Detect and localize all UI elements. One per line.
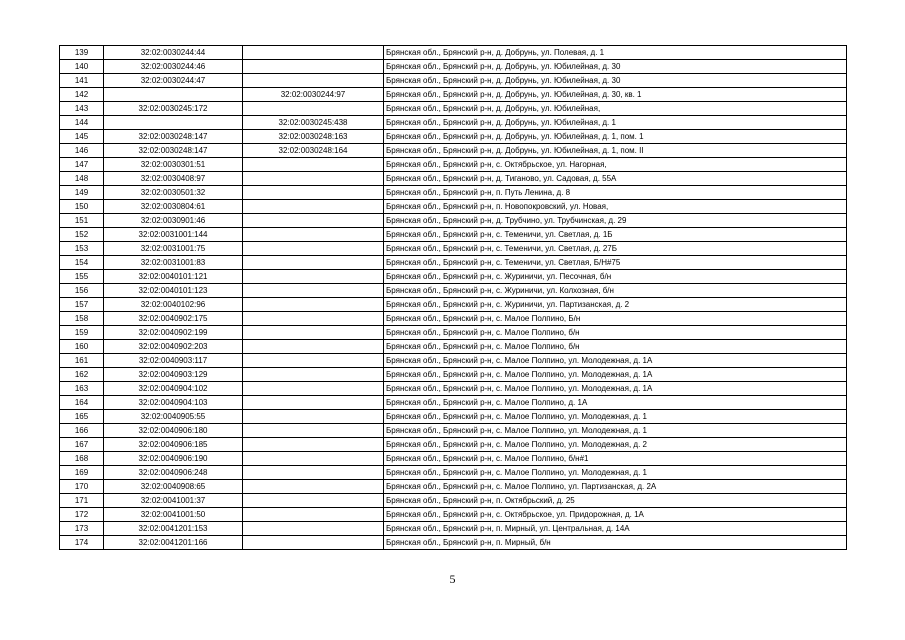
cadastral-number-cell: 32:02:0030804:61 (104, 200, 243, 214)
address-cell: Брянская обл., Брянский р-н, п. Октябрьский, д. 25 (384, 494, 847, 508)
row-number-cell: 144 (60, 116, 104, 130)
object-cadastral-number-cell (243, 522, 384, 536)
cadastral-number-cell: 32:02:0030248:147 (104, 144, 243, 158)
object-cadastral-number-cell (243, 200, 384, 214)
address-cell: Брянская обл., Брянский р-н, п. Мирный, б/н (384, 536, 847, 550)
address-cell: Брянская обл., Брянский р-н, с. Малое Полпино, ул. Молодежная, д. 1 (384, 424, 847, 438)
address-cell: Брянская обл., Брянский р-н, с. Октябрьское, ул. Нагорная, (384, 158, 847, 172)
cadastral-number-cell: 32:02:0030244:46 (104, 60, 243, 74)
address-cell: Брянская обл., Брянский р-н, с. Малое Полпино, д. 1А (384, 396, 847, 410)
object-cadastral-number-cell (243, 508, 384, 522)
table-row (60, 368, 847, 382)
row-number-cell: 140 (60, 60, 104, 74)
table-row (60, 242, 847, 256)
address-cell: Брянская обл., Брянский р-н, д. Трубчино, ул. Трубчинская, д. 29 (384, 214, 847, 228)
table-row (60, 480, 847, 494)
table-row (60, 382, 847, 396)
cadastral-number-cell: 32:02:0041001:37 (104, 494, 243, 508)
table-row (60, 424, 847, 438)
table-row (60, 396, 847, 410)
row-number-cell: 162 (60, 368, 104, 382)
object-cadastral-number-cell (243, 494, 384, 508)
object-cadastral-number-cell (243, 256, 384, 270)
object-cadastral-number-cell (243, 410, 384, 424)
cadastral-number-cell: 32:02:0040906:185 (104, 438, 243, 452)
object-cadastral-number-cell (243, 214, 384, 228)
address-cell: Брянская обл., Брянский р-н, д. Добрунь, ул. Юбилейная, д. 1, пом. 1 (384, 130, 847, 144)
row-number-cell: 173 (60, 522, 104, 536)
cadastral-number-cell: 32:02:0041201:153 (104, 522, 243, 536)
object-cadastral-number-cell (243, 242, 384, 256)
object-cadastral-number-cell (243, 340, 384, 354)
address-cell: Брянская обл., Брянский р-н, д. Добрунь, ул. Юбилейная, д. 1, пом. II (384, 144, 847, 158)
object-cadastral-number-cell (243, 480, 384, 494)
cadastral-number-cell (104, 88, 243, 102)
cadastral-number-cell: 32:02:0040903:117 (104, 354, 243, 368)
row-number-cell: 156 (60, 284, 104, 298)
cadastral-number-cell: 32:02:0040902:203 (104, 340, 243, 354)
table-body (60, 46, 847, 550)
cadastral-number-cell: 32:02:0031001:144 (104, 228, 243, 242)
address-cell: Брянская обл., Брянский р-н, п. Мирный, ул. Центральная, д. 14А (384, 522, 847, 536)
table-row (60, 312, 847, 326)
property-table (59, 45, 847, 550)
row-number-cell: 151 (60, 214, 104, 228)
cadastral-number-cell: 32:02:0040101:121 (104, 270, 243, 284)
object-cadastral-number-cell (243, 186, 384, 200)
table-row (60, 228, 847, 242)
object-cadastral-number-cell (243, 284, 384, 298)
address-cell: Брянская обл., Брянский р-н, с. Теменичи, ул. Светлая, Б/Н#75 (384, 256, 847, 270)
table-row (60, 508, 847, 522)
cadastral-number-cell: 32:02:0040904:102 (104, 382, 243, 396)
cadastral-number-cell: 32:02:0031001:75 (104, 242, 243, 256)
object-cadastral-number-cell (243, 228, 384, 242)
row-number-cell: 172 (60, 508, 104, 522)
table-row (60, 186, 847, 200)
row-number-cell: 160 (60, 340, 104, 354)
cadastral-number-cell: 32:02:0040902:175 (104, 312, 243, 326)
cadastral-number-cell: 32:02:0040101:123 (104, 284, 243, 298)
row-number-cell: 153 (60, 242, 104, 256)
address-cell: Брянская обл., Брянский р-н, д. Добрунь, ул. Юбилейная, д. 30 (384, 74, 847, 88)
cadastral-number-cell: 32:02:0030248:147 (104, 130, 243, 144)
address-cell: Брянская обл., Брянский р-н, с. Малое Полпино, ул. Молодежная, д. 2 (384, 438, 847, 452)
table-row (60, 46, 847, 60)
address-cell: Брянская обл., Брянский р-н, с. Малое Полпино, ул. Партизанская, д. 2А (384, 480, 847, 494)
address-cell: Брянская обл., Брянский р-н, с. Малое Полпино, б/н#1 (384, 452, 847, 466)
row-number-cell: 147 (60, 158, 104, 172)
row-number-cell: 163 (60, 382, 104, 396)
row-number-cell: 150 (60, 200, 104, 214)
cadastral-number-cell: 32:02:0040102:96 (104, 298, 243, 312)
table-row (60, 270, 847, 284)
table-row (60, 522, 847, 536)
row-number-cell: 167 (60, 438, 104, 452)
cadastral-number-cell: 32:02:0030408:97 (104, 172, 243, 186)
cadastral-number-cell: 32:02:0040906:248 (104, 466, 243, 480)
row-number-cell: 165 (60, 410, 104, 424)
address-cell: Брянская обл., Брянский р-н, с. Малое Полпино, ул. Молодежная, д. 1 (384, 410, 847, 424)
table-row (60, 410, 847, 424)
table-row (60, 298, 847, 312)
row-number-cell: 149 (60, 186, 104, 200)
object-cadastral-number-cell: 32:02:0030248:163 (243, 130, 384, 144)
object-cadastral-number-cell (243, 536, 384, 550)
table-row (60, 200, 847, 214)
object-cadastral-number-cell (243, 172, 384, 186)
address-cell: Брянская обл., Брянский р-н, с. Журиничи, ул. Колхозная, б/н (384, 284, 847, 298)
table-row (60, 438, 847, 452)
table-row (60, 88, 847, 102)
table-row (60, 536, 847, 550)
row-number-cell: 158 (60, 312, 104, 326)
cadastral-number-cell: 32:02:0041001:50 (104, 508, 243, 522)
row-number-cell: 159 (60, 326, 104, 340)
table-row (60, 130, 847, 144)
cadastral-number-cell: 32:02:0040906:180 (104, 424, 243, 438)
table-row (60, 172, 847, 186)
object-cadastral-number-cell (243, 270, 384, 284)
address-cell: Брянская обл., Брянский р-н, д. Добрунь, ул. Юбилейная, (384, 102, 847, 116)
object-cadastral-number-cell (243, 326, 384, 340)
cadastral-number-cell: 32:02:0040902:199 (104, 326, 243, 340)
row-number-cell: 174 (60, 536, 104, 550)
table-row (60, 60, 847, 74)
row-number-cell: 141 (60, 74, 104, 88)
object-cadastral-number-cell (243, 452, 384, 466)
object-cadastral-number-cell: 32:02:0030248:164 (243, 144, 384, 158)
object-cadastral-number-cell (243, 424, 384, 438)
cadastral-number-cell: 32:02:0040908:65 (104, 480, 243, 494)
table-row (60, 466, 847, 480)
table-row (60, 284, 847, 298)
table-row (60, 452, 847, 466)
row-number-cell: 171 (60, 494, 104, 508)
object-cadastral-number-cell (243, 158, 384, 172)
cadastral-number-cell: 32:02:0040904:103 (104, 396, 243, 410)
row-number-cell: 157 (60, 298, 104, 312)
address-cell: Брянская обл., Брянский р-н, д. Добрунь, ул. Юбилейная, д. 30 (384, 60, 847, 74)
row-number-cell: 169 (60, 466, 104, 480)
address-cell: Брянская обл., Брянский р-н, с. Теменичи, ул. Светлая, д. 1Б (384, 228, 847, 242)
row-number-cell: 152 (60, 228, 104, 242)
object-cadastral-number-cell (243, 368, 384, 382)
row-number-cell: 161 (60, 354, 104, 368)
row-number-cell: 139 (60, 46, 104, 60)
table-row (60, 494, 847, 508)
address-cell: Брянская обл., Брянский р-н, с. Малое Полпино, б/н (384, 340, 847, 354)
object-cadastral-number-cell (243, 46, 384, 60)
cadastral-number-cell: 32:02:0030501:32 (104, 186, 243, 200)
cadastral-number-cell: 32:02:0030244:47 (104, 74, 243, 88)
address-cell: Брянская обл., Брянский р-н, с. Малое Полпино, ул. Молодежная, д. 1А (384, 368, 847, 382)
cadastral-number-cell: 32:02:0041201:166 (104, 536, 243, 550)
object-cadastral-number-cell (243, 74, 384, 88)
row-number-cell: 170 (60, 480, 104, 494)
cadastral-number-cell (104, 116, 243, 130)
cadastral-number-cell: 32:02:0030245:172 (104, 102, 243, 116)
object-cadastral-number-cell (243, 354, 384, 368)
table-row (60, 116, 847, 130)
address-cell: Брянская обл., Брянский р-н, с. Октябрьское, ул. Придорожная, д. 1А (384, 508, 847, 522)
address-cell: Брянская обл., Брянский р-н, с. Малое Полпино, б/н (384, 326, 847, 340)
address-cell: Брянская обл., Брянский р-н, д. Тиганово, ул. Садовая, д. 55А (384, 172, 847, 186)
address-cell: Брянская обл., Брянский р-н, п. Путь Ленина, д. 8 (384, 186, 847, 200)
row-number-cell: 143 (60, 102, 104, 116)
cadastral-number-cell: 32:02:0040903:129 (104, 368, 243, 382)
cadastral-number-cell: 32:02:0030901:46 (104, 214, 243, 228)
row-number-cell: 145 (60, 130, 104, 144)
object-cadastral-number-cell (243, 312, 384, 326)
row-number-cell: 154 (60, 256, 104, 270)
table-row (60, 102, 847, 116)
row-number-cell: 155 (60, 270, 104, 284)
object-cadastral-number-cell (243, 438, 384, 452)
row-number-cell: 142 (60, 88, 104, 102)
object-cadastral-number-cell (243, 382, 384, 396)
table-row (60, 158, 847, 172)
address-cell: Брянская обл., Брянский р-н, с. Малое Полпино, ул. Молодежная, д. 1А (384, 382, 847, 396)
object-cadastral-number-cell: 32:02:0030244:97 (243, 88, 384, 102)
row-number-cell: 166 (60, 424, 104, 438)
row-number-cell: 146 (60, 144, 104, 158)
address-cell: Брянская обл., Брянский р-н, с. Журиничи, ул. Партизанская, д. 2 (384, 298, 847, 312)
table-row (60, 144, 847, 158)
table-row (60, 340, 847, 354)
cadastral-number-cell: 32:02:0030301:51 (104, 158, 243, 172)
object-cadastral-number-cell (243, 466, 384, 480)
address-cell: Брянская обл., Брянский р-н, д. Добрунь, ул. Юбилейная, д. 1 (384, 116, 847, 130)
page-number: 5 (449, 572, 456, 586)
object-cadastral-number-cell: 32:02:0030245:438 (243, 116, 384, 130)
object-cadastral-number-cell (243, 396, 384, 410)
table-row (60, 74, 847, 88)
cadastral-number-cell: 32:02:0040906:190 (104, 452, 243, 466)
address-cell: Брянская обл., Брянский р-н, с. Малое Полпино, Б/н (384, 312, 847, 326)
row-number-cell: 148 (60, 172, 104, 186)
cadastral-number-cell: 32:02:0031001:83 (104, 256, 243, 270)
address-cell: Брянская обл., Брянский р-н, с. Малое Полпино, ул. Молодежная, д. 1 (384, 466, 847, 480)
object-cadastral-number-cell (243, 60, 384, 74)
address-cell: Брянская обл., Брянский р-н, д. Добрунь, ул. Полевая, д. 1 (384, 46, 847, 60)
address-cell: Брянская обл., Брянский р-н, д. Добрунь, ул. Юбилейная, д. 30, кв. 1 (384, 88, 847, 102)
table-row (60, 256, 847, 270)
address-cell: Брянская обл., Брянский р-н, с. Теменичи, ул. Светлая, д. 27Б (384, 242, 847, 256)
table-row (60, 326, 847, 340)
row-number-cell: 168 (60, 452, 104, 466)
object-cadastral-number-cell (243, 298, 384, 312)
cadastral-number-cell: 32:02:0040905:55 (104, 410, 243, 424)
address-cell: Брянская обл., Брянский р-н, п. Новопокровский, ул. Новая, (384, 200, 847, 214)
cadastral-number-cell: 32:02:0030244:44 (104, 46, 243, 60)
address-cell: Брянская обл., Брянский р-н, с. Журиничи, ул. Песочная, б/н (384, 270, 847, 284)
row-number-cell: 164 (60, 396, 104, 410)
address-cell: Брянская обл., Брянский р-н, с. Малое Полпино, ул. Молодежная, д. 1А (384, 354, 847, 368)
table-row (60, 354, 847, 368)
object-cadastral-number-cell (243, 102, 384, 116)
table-row (60, 214, 847, 228)
